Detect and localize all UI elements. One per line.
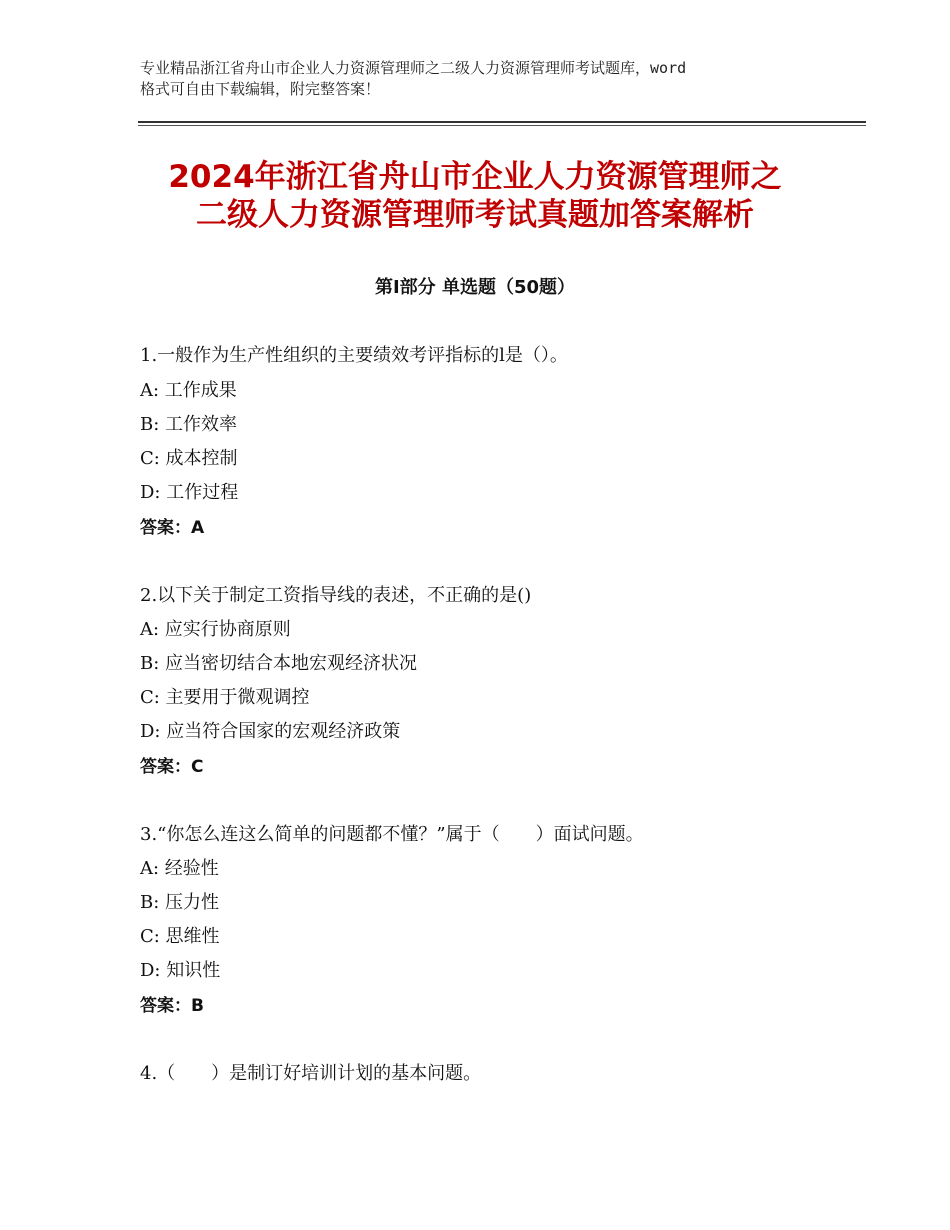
question-2-option-d: D: 应当符合国家的宏观经济政策 xyxy=(140,721,401,742)
document-title-line-1: 2024年浙江省舟山市企业人力资源管理师之 xyxy=(168,159,782,195)
question-1-option-c: C: 成本控制 xyxy=(140,448,238,469)
document-title-line-2: 二级人力资源管理师考试真题加答案解析 xyxy=(196,197,754,233)
header-note-line-1: 专业精品浙江省舟山市企业人力资源管理师之二级人力资源管理师考试题库，word xyxy=(140,59,687,77)
header-note-line-2: 格式可自由下载编辑，附完整答案！ xyxy=(140,80,381,98)
question-4-stem: 4.（ ）是制订好培训计划的基本问题。 xyxy=(140,1063,482,1084)
header-divider-thick xyxy=(138,121,866,123)
question-2-stem: 2.以下关于制定工资指导线的表述，不正确的是() xyxy=(140,585,532,606)
question-3-option-b: B: 压力性 xyxy=(140,892,220,913)
question-2-answer: 答案：C xyxy=(140,757,204,777)
header-note xyxy=(140,58,840,100)
question-1-option-b: B: 工作效率 xyxy=(140,414,238,435)
document-title xyxy=(100,158,850,234)
question-2-option-a: A: 应实行协商原则 xyxy=(140,619,291,640)
question-3-answer: 答案：B xyxy=(140,996,204,1016)
header-divider-thin xyxy=(138,125,866,126)
question-3-option-a: A: 经验性 xyxy=(140,858,219,879)
question-1-stem: 1.一般作为生产性组织的主要绩效考评指标的l是（）。 xyxy=(140,345,568,366)
question-1-option-a: A: 工作成果 xyxy=(140,380,237,401)
question-2-option-c: C: 主要用于微观调控 xyxy=(140,687,310,708)
question-3-option-c: C: 思维性 xyxy=(140,926,220,947)
question-1-option-d: D: 工作过程 xyxy=(140,482,239,503)
question-1-answer: 答案：A xyxy=(140,518,205,538)
section-heading: 第Ⅰ部分 单选题（50题） xyxy=(374,277,575,298)
question-3-option-d: D: 知识性 xyxy=(140,960,221,981)
question-2-option-b: B: 应当密切结合本地宏观经济状况 xyxy=(140,653,418,674)
question-3-stem: 3.“你怎么连这么简单的问题都不懂？”属于（ ）面试问题。 xyxy=(140,824,644,845)
